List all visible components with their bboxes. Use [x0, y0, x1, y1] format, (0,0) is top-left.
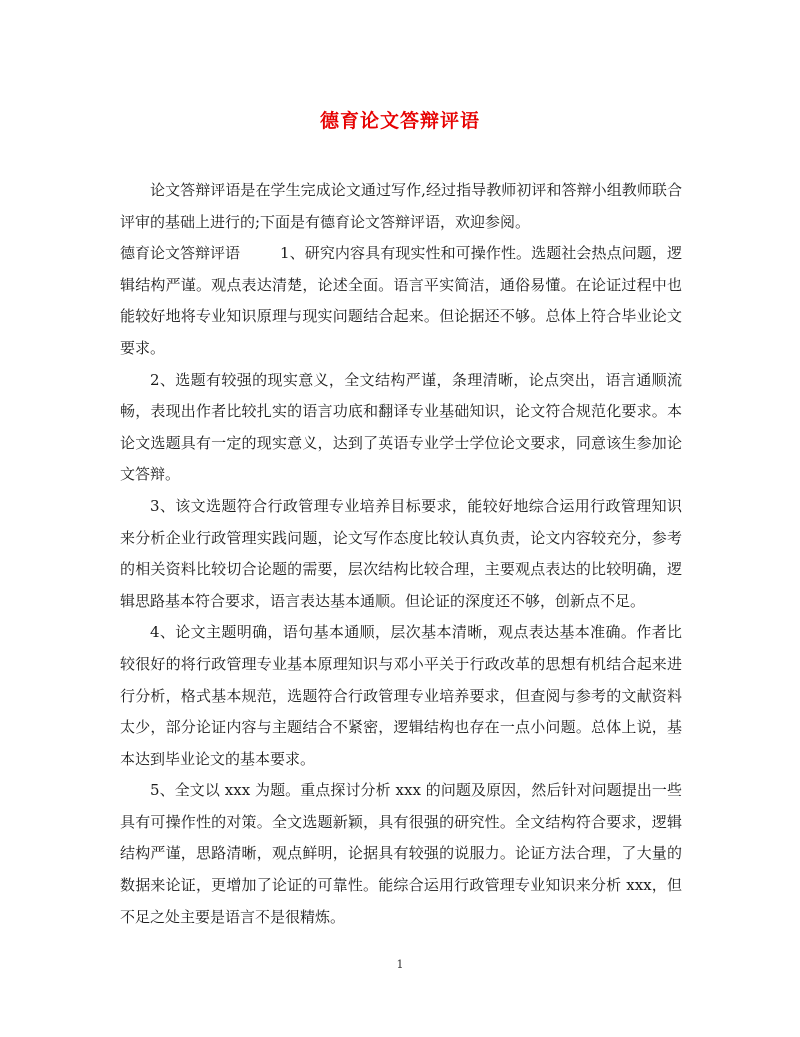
page-number: 1	[396, 958, 404, 971]
comment-label: 德育论文答辩评语	[120, 244, 241, 263]
comment-paragraph-3: 3、该文选题符合行政管理专业培养目标要求，能较好地综合运用行政管理知识来分析企业行政管理实践问题，论文写作态度比较认真负责，论文内容较充分，参考的相关资料比较切合论题的需要，层次结构比较合理，主要观点表达的比较明确，逻辑思路基本符合要求，语言表达基本通顺。但论证的深度还不够，创新点不足。	[120, 496, 682, 610]
comment-paragraph-2: 2、选题有较强的现实意义，全文结构严谨，条理清晰，论点突出，语言通顺流畅，表现出作者比较扎实的语言功底和翻译专业基础知识，论文符合规范化要求。本论文选题具有一定的现实意义，达到了英语专业学士学位论文要求，同意该生参加论文答辩。	[120, 370, 682, 484]
document-title: 德育论文答辩评语	[319, 110, 480, 132]
comment-text-1: 1、研究内容具有现实性和可操作性。选题社会热点问题，逻辑结构严谨。观点表达清楚，论述全面。语言平实简洁，通俗易懂。在论证过程中也能较好地将专业知识原理与现实问题结合起来。但论据还不够。总体上符合毕业论文要求。	[120, 244, 682, 357]
intro-paragraph: 论文答辩评语是在学生完成论文通过写作,经过指导教师初评和答辩小组教师联合评审的基础上进行的;下面是有德育论文答辩评语，欢迎参阅。	[120, 181, 682, 231]
comment-paragraph-4: 4、论文主题明确，语句基本通顺，层次基本清晰，观点表达基本准确。作者比较很好的将行政管理专业基本原理知识与邓小平关于行政改革的思想有机结合起来进行分析，格式基本规范，选题符合行政管理专业培养要求，但查阅与参考的文献资料太少，部分论证内容与主题结合不紧密，逻辑结构也存在一点小问题。总体上说，基本达到毕业论文的基本要求。	[120, 623, 682, 768]
document-body	[120, 175, 682, 933]
comment-paragraph-5: 5、全文以 xxx 为题。重点探讨分析 xxx 的问题及原因，然后针对问题提出一些具有可操作性的对策。全文选题新颖，具有很强的研究性。全文结构符合要求，逻辑结构严谨，思路清晰，观点鲜明，论据具有较强的说服力。论证方法合理，了大量的数据来论证，更增加了论证的可靠性。能综合运用行政管理专业知识来分析 xxx，但不足之处主要是语言不是很精炼。	[120, 781, 682, 926]
first-comment-paragraph	[120, 238, 682, 364]
